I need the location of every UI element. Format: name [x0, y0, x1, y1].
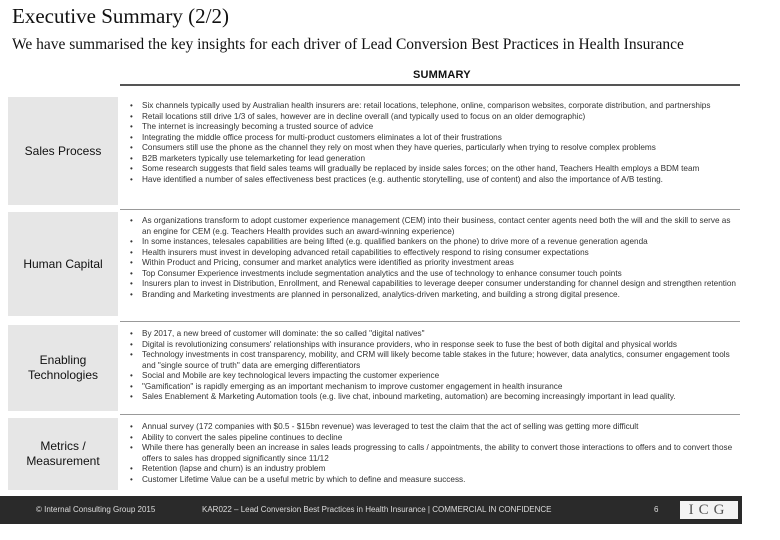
bullet-item: • Customer Lifetime Value can be a useful metric by which to define and measure success. — [142, 475, 740, 486]
footer-copyright: © Internal Consulting Group 2015 — [36, 505, 156, 514]
bullet-item: • The internet is increasingly becoming a trusted source of advice — [142, 122, 740, 133]
section-enabling-technologies — [8, 325, 740, 411]
bullet-list — [128, 422, 740, 485]
bullet-list — [128, 329, 740, 403]
section-label: Enabling Technologies — [8, 325, 118, 411]
bullet-item: • Integrating the middle office process for multi-product customers eliminates a lot of their frustrations — [142, 133, 740, 144]
bullet-item: • In some instances, telesales capabilities are being lifted (e.g. qualified bankers on the phone) to drive more of a revenue generation agenda — [142, 237, 740, 248]
page-subtitle: We have summarised the key insights for each driver of Lead Conversion Best Practices in Health Insurance — [12, 36, 684, 53]
bullet-item: • Within Product and Pricing, consumer and market analytics were identified as priority investment areas — [142, 258, 740, 269]
bullet-list — [128, 101, 740, 185]
bullet-item: • Annual survey (172 companies with $0.5 - $15bn revenue) was leveraged to test the claim that the act of selling was getting more difficult — [142, 422, 740, 433]
bullet-item: • By 2017, a new breed of customer will dominate: the so called "digital natives" — [142, 329, 740, 340]
section-divider — [120, 209, 740, 210]
section-divider — [120, 321, 740, 322]
section-content — [128, 101, 740, 205]
section-content — [128, 216, 740, 316]
summary-rule — [120, 84, 740, 86]
bullet-item: • Six channels typically used by Australian health insurers are: retail locations, telephone, online, comparison websites, corporate distribution, and partnerships — [142, 101, 740, 112]
bullet-item: • Consumers still use the phone as the channel they rely on most when they have queries, particularly when trying to resolve complex problems — [142, 143, 740, 154]
bullet-item: • While there has generally been an increase in sales leads progressing to calls / appointments, the ability to convert those interactions to offers and to convert those offers to sales has dropped significantly since 11/12 — [142, 443, 740, 464]
bullet-item: • Health insurers must invest in developing advanced retail capabilities to effectively respond to rising consumer expectations — [142, 248, 740, 259]
bullet-item: • Technology investments in cost transparency, mobility, and CRM will likely become table stakes in the future; however, data analytics, consumer engagement tools and "single source of truth" data are emerging differentiators — [142, 350, 740, 371]
bullet-item: • As organizations transform to adopt customer experience management (CEM) into their business, contact center agents need both the will and the skill to serve as an engine for CEM (e.g. Teachers Health provides such an award-winning experience) — [142, 216, 740, 237]
bullet-item: • Top Consumer Experience investments include segmentation analytics and the use of technology to enhance consumer touch points — [142, 269, 740, 280]
bullet-item: • Retention (lapse and churn) is an industry problem — [142, 464, 740, 475]
bullet-item: • Branding and Marketing investments are planned in personalized, analytics-driven marketing, and building a strong digital presence. — [142, 290, 740, 301]
section-content — [128, 422, 740, 490]
bullet-item: • Insurers plan to invest in Distribution, Enrollment, and Renewal capabilities to leverage deeper consumer understanding for channel design and strengthen retention — [142, 279, 740, 290]
bullet-item: • B2B marketers typically use telemarketing for lead generation — [142, 154, 740, 165]
bullet-item: • Ability to convert the sales pipeline continues to decline — [142, 433, 740, 444]
section-label: Human Capital — [8, 212, 118, 316]
section-label: Sales Process — [8, 97, 118, 205]
section-metrics-measurement — [8, 418, 740, 490]
section-label: Metrics / Measurement — [8, 418, 118, 490]
bullet-item: • Sales Enablement & Marketing Automation tools (e.g. live chat, inbound marketing, automation) are becoming increasingly important in lead quality. — [142, 392, 740, 403]
bullet-list — [128, 216, 740, 300]
footer-document-title: KAR022 – Lead Conversion Best Practices in Health Insurance | COMMERCIAL IN CONFIDENCE — [202, 505, 552, 514]
bullet-item: • "Gamification" is rapidly emerging as an important mechanism to improve customer engagement in health insurance — [142, 382, 740, 393]
footer-bar — [0, 496, 742, 524]
section-sales-process — [8, 97, 740, 205]
page-number: 6 — [654, 505, 659, 514]
page-title: Executive Summary (2/2) — [12, 4, 229, 28]
bullet-item: • Retail locations still drive 1/3 of sales, however are in decline overall (and typically used to focus on an older demographic) — [142, 112, 740, 123]
summary-heading: SUMMARY — [413, 69, 471, 81]
section-divider — [120, 414, 740, 415]
bullet-item: • Digital is revolutionizing consumers' relationships with insurance providers, who in response seek to fuse the best of both digital and physical worlds — [142, 340, 740, 351]
bullet-item: • Social and Mobile are key technological levers impacting the customer experience — [142, 371, 740, 382]
section-human-capital — [8, 212, 740, 316]
icg-logo: ICG — [680, 501, 738, 519]
section-content — [128, 329, 740, 411]
bullet-item: • Some research suggests that field sales teams will gradually be replaced by inside sales forces; on the other hand, Teachers Health employs a BDM team — [142, 164, 740, 175]
bullet-item: • Have identified a number of sales effectiveness best practices (e.g. authentic storytelling, use of content) and also the importance of A/B testing. — [142, 175, 740, 186]
